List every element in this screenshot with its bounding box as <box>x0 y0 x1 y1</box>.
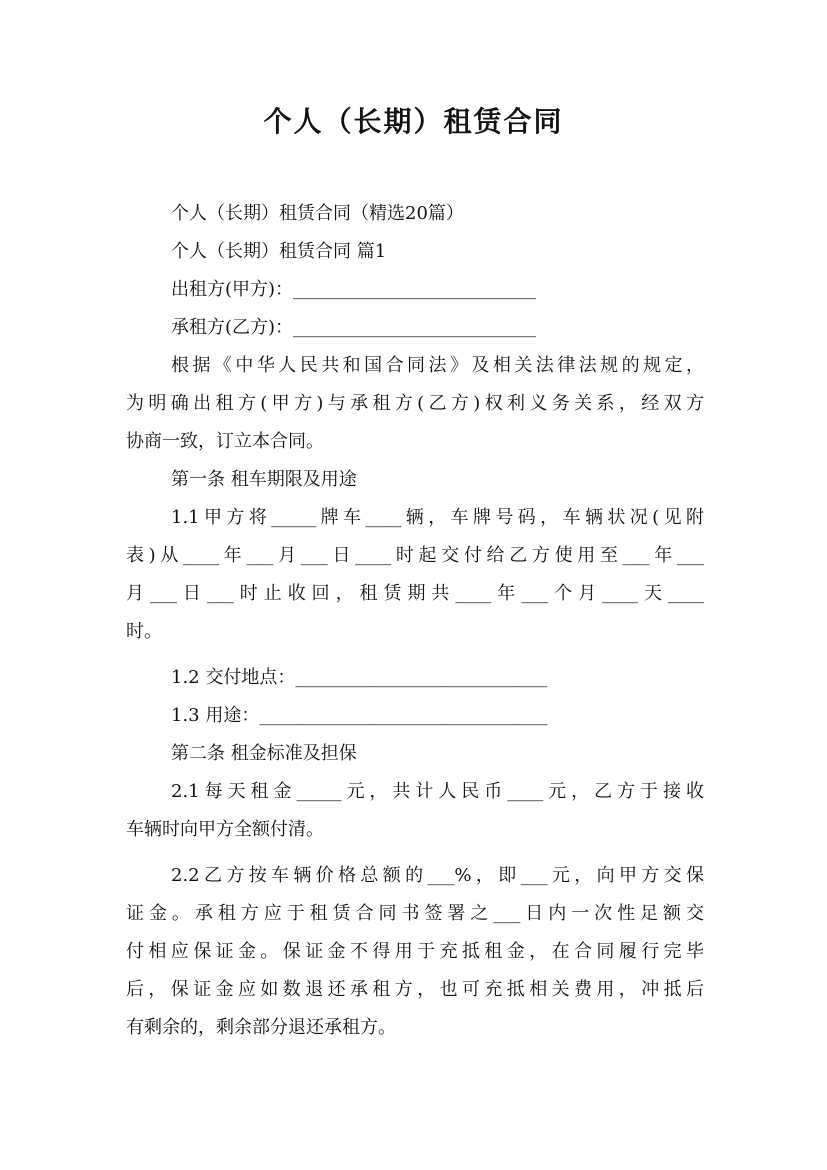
paragraph-line: 后，保证金应如数退还承租方，也可充抵相关费用，冲抵后 <box>126 979 704 1000</box>
paragraph-line: 1.1甲方将_____牌车____辆，车牌号码，车辆状况(见附 <box>171 507 704 528</box>
document-title: 个人（长期）租赁合同 <box>263 105 564 138</box>
section-heading: 个人（长期）租赁合同 篇1 <box>171 241 387 262</box>
lessee-field: 承租方(乙方)：___________________________ <box>171 317 537 338</box>
paragraph-line: 协商一致，订立本合同。 <box>126 431 324 452</box>
paragraph-line: 有剩余的，剩余部分退还承租方。 <box>126 1017 396 1038</box>
paragraph-line: 2.1每天租金_____元，共计人民币____元，乙方于接收 <box>171 781 704 802</box>
paragraph-line: 为明确出租方(甲方)与承租方(乙方)权利义务关系，经双方 <box>126 393 704 414</box>
paragraph-line: 付相应保证金。保证金不得用于充抵租金，在合同履行完毕 <box>126 941 704 962</box>
paragraph-line: 证金。承租方应于租赁合同书签署之___日内一次性足额交 <box>126 903 704 924</box>
subtitle-line: 个人（长期）租赁合同（精选20篇） <box>171 203 464 224</box>
paragraph-line: 2.2乙方按车辆价格总额的___%，即___元，向甲方交保 <box>171 865 704 886</box>
paragraph-line: 月___日___时止收回，租赁期共____年___个月____天____ <box>126 583 704 604</box>
paragraph-line: 根据《中华人民共和国合同法》及相关法律法规的规定， <box>171 355 704 376</box>
usage-field: 1.3 用途：________________________________ <box>171 705 548 726</box>
paragraph-line: 车辆时向甲方全额付清。 <box>126 819 324 840</box>
lessor-field: 出租方(甲方)：___________________________ <box>171 279 537 300</box>
delivery-location-field: 1.2 交付地点：____________________________ <box>171 667 548 688</box>
article-heading: 第二条 租金标准及担保 <box>171 743 357 764</box>
paragraph-line: 表)从____年___月___日____时起交付给乙方使用至___年___ <box>126 545 704 566</box>
document-body <box>126 195 704 1047</box>
article-heading: 第一条 租车期限及用途 <box>171 469 357 490</box>
paragraph-line: 时。 <box>126 621 162 642</box>
